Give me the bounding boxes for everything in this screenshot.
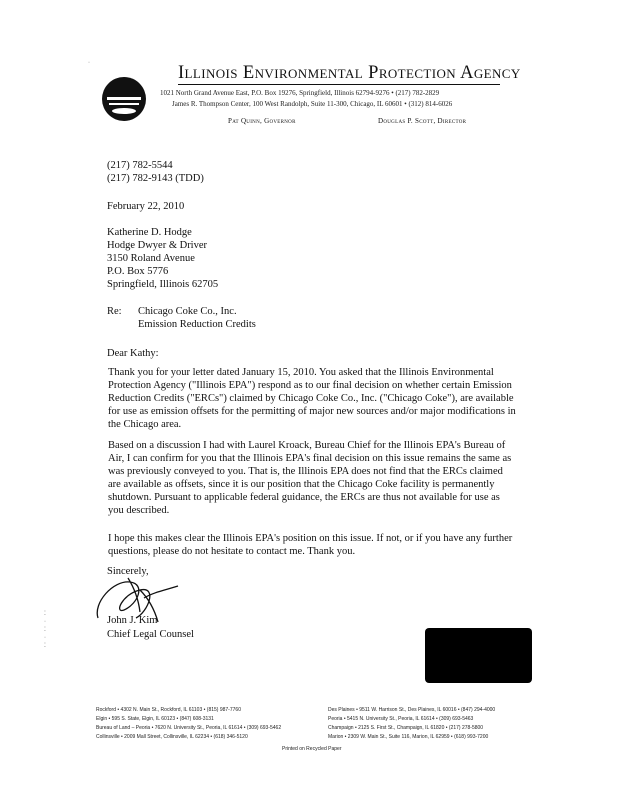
recipient-line: P.O. Box 5776 — [107, 266, 169, 277]
paragraph-line: Reduction Credits ("ERCs") claimed by Chicago Coke Co., Inc. ("Chicago Coke"), are available — [108, 393, 514, 404]
footer-offices-right — [328, 706, 495, 742]
footer-office: Marion • 2309 W. Main St., Suite 116, Marion, IL 62959 • (618) 993-7200 — [328, 734, 489, 740]
paragraph-line: I hope this makes clear the Illinois EPA's position on this issue. If not, or if you have any further — [108, 533, 513, 544]
footer-office: Bureau of Land – Peoria • 7620 N. University St., Peoria, IL 61614 • (309) 693-5462 — [96, 725, 282, 731]
paragraph-line: the Chicago area. — [108, 419, 182, 430]
redaction-box — [425, 628, 532, 683]
paragraph-line: for use as emission offsets for the permitting of major new sources and/or major modifications in — [108, 406, 516, 417]
recipient-line: 3150 Roland Avenue — [107, 253, 195, 264]
signer-name: John J. Kim — [107, 615, 158, 626]
re-subject — [138, 305, 256, 331]
director-name: Douglas P. Scott, Director — [378, 117, 467, 125]
re-label: Re: — [107, 306, 122, 317]
tdd-number: (217) 782-9143 (TDD) — [107, 173, 204, 184]
signer-title: Chief Legal Counsel — [107, 629, 194, 640]
paragraph-line: you described. — [108, 505, 170, 516]
footer-office: Collinsville • 2009 Mall Street, Collinsville, IL 62234 • (618) 346-5120 — [96, 734, 248, 740]
phone-number: (217) 782-5544 — [107, 160, 173, 171]
paragraph-line: Based on a discussion I had with Laurel Kroack, Bureau Chief for the Illinois EPA's Bureau of — [108, 440, 506, 451]
governor-name: Pat Quinn, Governor — [228, 117, 296, 125]
address-line-2: James R. Thompson Center, 100 West Randolph, Suite 11-300, Chicago, IL 60601 • (312) 814-6026 — [172, 100, 453, 108]
agency-name: Illinois Environmental Protection Agency — [178, 63, 521, 83]
paragraph-2 — [108, 439, 518, 517]
salutation: Dear Kathy: — [107, 348, 159, 359]
paragraph-line: questions, please do not hesitate to contact me. Thank you. — [108, 546, 356, 557]
footer-office: Rockford • 4302 N. Main St., Rockford, IL 61103 • (815) 987-7760 — [96, 707, 241, 713]
paragraph-line: are available as offsets, since it is our position that the Chicago Coke facility is permanently — [108, 479, 495, 490]
recipient-line: Springfield, Illinois 62705 — [107, 279, 219, 290]
footer-office: Peoria • 5415 N. University St., Peoria, IL 61614 • (309) 693-5463 — [328, 716, 474, 722]
footer-office: Champaign • 2125 S. First St., Champaign, IL 61820 • (217) 278-5800 — [328, 725, 484, 731]
footer-offices-left — [96, 706, 281, 742]
letter-date: February 22, 2010 — [107, 201, 185, 212]
recipient-address — [107, 226, 218, 291]
scan-speck: · — [88, 60, 90, 66]
recycled-paper-note: Printed on Recycled Paper — [282, 746, 342, 752]
letterhead-rule — [178, 84, 500, 85]
agency-logo — [101, 76, 147, 122]
paragraph-line: Air, I can confirm for you that the Illinois EPA's final decision on this issue remains the same as — [108, 453, 512, 464]
re-line: Chicago Coke Co., Inc. — [138, 306, 237, 317]
margin-scan-marks: ⁚ · ⁚ · ⁚ — [44, 611, 46, 649]
closing: Sincerely, — [107, 566, 149, 577]
footer-office: Elgin • 595 S. State, Elgin, IL 60123 • (847) 608-3131 — [96, 716, 214, 722]
address-line-1: 1021 North Grand Avenue East, P.O. Box 19276, Springfield, Illinois 62794-9276 • (217) 782-2829 — [160, 89, 440, 97]
paragraph-line: Thank you for your letter dated January 15, 2010. You asked that the Illinois Environmental — [108, 367, 494, 378]
phone-block — [107, 159, 204, 185]
paragraph-3 — [108, 532, 518, 558]
footer-office: Des Plaines • 9511 W. Harrison St., Des Plaines, IL 60016 • (847) 294-4000 — [328, 707, 496, 713]
re-line: Emission Reduction Credits — [138, 319, 256, 330]
paragraph-line: Protection Agency ("Illinois EPA") respond as to our final decision on whether certain Emission — [108, 380, 512, 391]
paragraph-line: shutdown. Pursuant to applicable federal guidance, the ERCs are thus not available for use as — [108, 492, 500, 503]
paragraph-1 — [108, 366, 518, 431]
recipient-line: Katherine D. Hodge — [107, 227, 192, 238]
recipient-line: Hodge Dwyer & Driver — [107, 240, 208, 251]
paragraph-line: was previously conveyed to you. That is, the Illinois EPA does not find that the ERCs claimed — [108, 466, 503, 477]
